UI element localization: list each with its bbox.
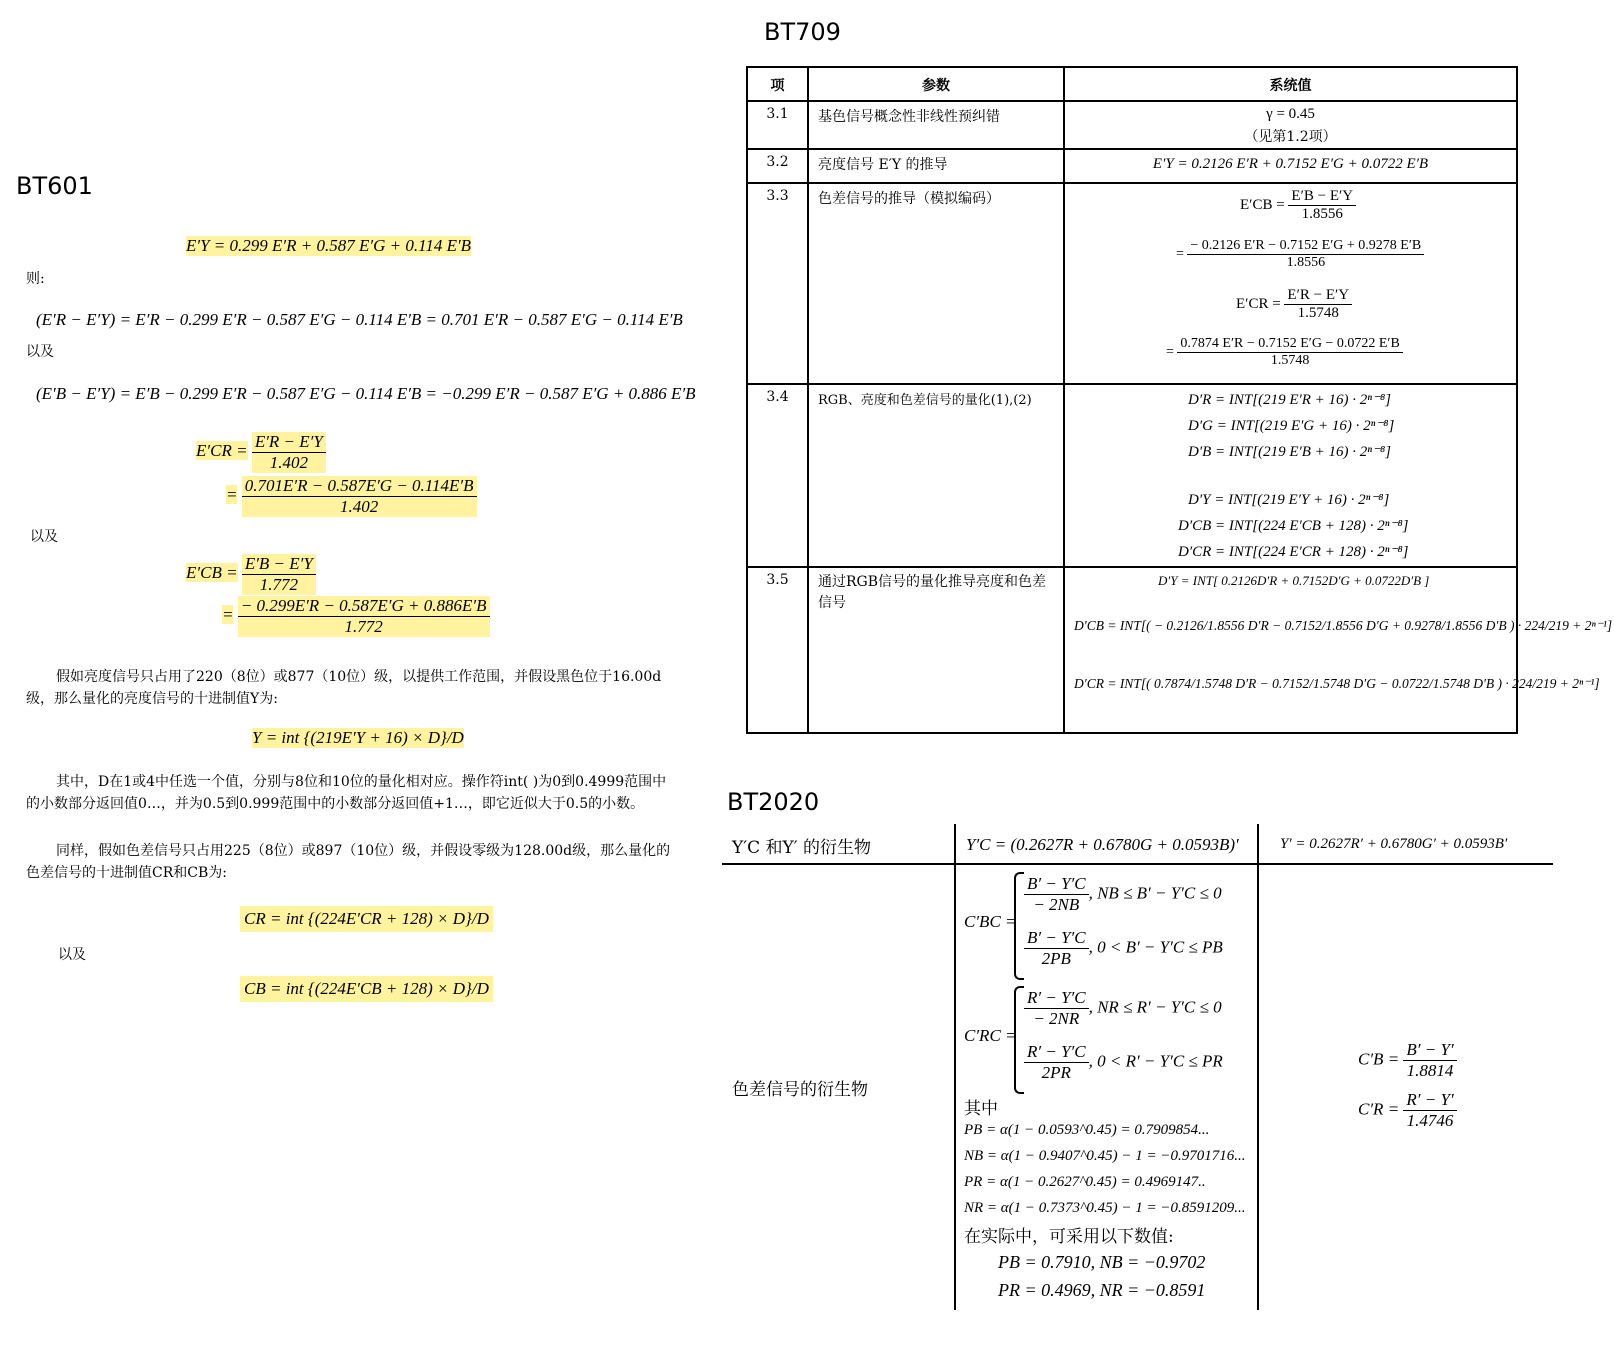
crc-case2-condition: 0 < R′ − Y′C ≤ PR	[1097, 1051, 1223, 1071]
practice-note: 在实际中，可采用以下数值:	[964, 1227, 1174, 1247]
quant-dcb: D′CB = INT[(224 E′CB + 128) · 2ⁿ⁻⁸]	[1178, 518, 1409, 534]
ecr-fraction	[252, 432, 326, 473]
crc-case1-numerator: R′ − Y′C	[1024, 988, 1089, 1009]
and-label-1: 以及	[26, 344, 54, 360]
dcb-from-rgb: D′CB = INT[( − 0.2126/1.8556 D′R − 0.7152/1.8556 D′G + 0.9278/1.8556 D′B ) · 224/219 + 2ⁿ⁻¹]	[1074, 618, 1613, 633]
ecr-expanded: = $\frac{0.7874 E'R - 0.7152 E'G - 0.0722 E'B}{1.5748}$	[1166, 336, 1403, 369]
cb-denominator: 1.8814	[1406, 1061, 1454, 1080]
bt2020-yc-equation: Y′C = (0.2627R + 0.6780G + 0.0593B)′	[966, 835, 1239, 854]
ecr-expanded-denominator: 1.5748	[1270, 353, 1310, 368]
paragraph-int-operator: 其中，D在1或4中任选一个值，分别与8位和10位的量化相对应。操作符int( )为0到0.4999范围中的小数部分返回值0…，并为0.5到0.999范围中的小数部分返回值+1…，即它近似大于0.5的小数。	[26, 774, 667, 812]
crc-case1-denominator: − 2NR	[1033, 1009, 1080, 1028]
bt709-title: BT709	[764, 18, 841, 46]
ecr-expanded-denominator: 1.402	[340, 497, 379, 516]
ecr-lhs: E′CR =	[1236, 295, 1281, 312]
crc-lhs: C′RC =	[964, 1026, 1017, 1045]
pr-definition: PR = α(1 − 0.2627^0.45) = 0.4969147..	[964, 1174, 1206, 1190]
row-item: 3.2	[766, 154, 789, 170]
cbc-case1-denominator: − 2NB	[1033, 895, 1080, 914]
row-item: 3.5	[766, 572, 789, 588]
then-label: 则:	[26, 271, 45, 287]
cb-numerator: B′ − Y′	[1403, 1040, 1456, 1061]
bt601-luma-equation: E′Y = 0.299 E′R + 0.587 E′G + 0.114 E′B	[186, 236, 472, 255]
paragraph-chroma-quantization: 同样，假如色差信号只占用225（8位）或897（10位）级，并假设零级为128.00d级，那么量化的色差信号的十进制值CR和CB为:	[26, 843, 671, 881]
cbc-case-1: $\frac{B' - Y'C}{- 2NB}$ , NB ≤ B′ − Y′C ≤ 0	[1024, 874, 1222, 915]
ecb-definition	[1240, 188, 1356, 223]
bt601-ecr-formula	[196, 432, 326, 473]
bt2020-row2-label: 色差信号的衍生物	[732, 1080, 868, 1100]
gamma-note: （见第1.2项）	[1244, 129, 1337, 145]
bt601-r-minus-y-equation: (E′R − E′Y) = E′R − 0.299 E′R − 0.587 E′G − 0.114 E′B = 0.701 E′R − 0.587 E′G − 0.114 E′B	[36, 310, 683, 329]
nb-definition: NB = α(1 − 0.9407^0.45) − 1 = −0.9701716...	[964, 1148, 1246, 1164]
cr-denominator: 1.4746	[1406, 1111, 1454, 1130]
ecr-expanded-numerator: 0.701E′R − 0.587E′G − 0.114E′B	[242, 476, 477, 497]
row-parameter: 色差信号的推导（模拟编码）	[818, 191, 1000, 207]
cb-equation	[1358, 1040, 1457, 1081]
cbc-case-2: $\frac{B' - Y'C}{2PB}$ , 0 < B′ − Y′C ≤ PB	[1024, 928, 1223, 969]
header-parameter: 参数	[922, 78, 950, 94]
row-item: 3.3	[766, 188, 789, 204]
ecr-numerator: E′R − E′Y	[252, 432, 326, 453]
ecb-expanded-numerator: − 0.2126 E′R − 0.7152 E′G + 0.9278 E′B	[1187, 238, 1424, 255]
practical-values-r: PR = 0.4969, NR = −0.8591	[998, 1280, 1206, 1300]
ecr-expanded-fraction	[242, 476, 477, 517]
cbc-case2-condition: 0 < B′ − Y′C ≤ PB	[1097, 937, 1223, 957]
cr-numerator: R′ − Y′	[1403, 1090, 1456, 1111]
row-parameter: 通过RGB信号的量化推导亮度和色差信号	[818, 574, 1047, 611]
cbc-case1-numerator: B′ − Y′C	[1024, 874, 1089, 895]
quant-dy: D′Y = INT[(219 E′Y + 16) · 2ⁿ⁻⁸]	[1188, 492, 1390, 508]
row-parameter: 基色信号概念性非线性预纠错	[818, 109, 1000, 125]
bt601-ecr-expanded: = $\frac{0.701E'R - 0.587E'G - 0.114E'B}{1.402}$	[226, 476, 477, 517]
luma-equation: E′Y = 0.2126 E′R + 0.7152 E′G + 0.0722 E′B	[1152, 156, 1429, 172]
header-system-value: 系统值	[1269, 78, 1312, 94]
ecb-numerator: E′B − E′Y	[1288, 188, 1356, 206]
ecb-expanded: = $\frac{- 0.2126 E'R - 0.7152 E'G + 0.9278 E'B}{1.8556}$	[1176, 238, 1424, 271]
crc-case1-condition: NR ≤ R′ − Y′C ≤ 0	[1097, 997, 1222, 1017]
nr-definition: NR = α(1 − 0.7373^0.45) − 1 = −0.8591209...	[964, 1200, 1246, 1216]
cbc-case2-numerator: B′ − Y′C	[1024, 928, 1089, 949]
row-parameter: 亮度信号 E′Y 的推导	[818, 157, 948, 173]
quant-db: D′B = INT[(219 E′B + 16) · 2ⁿ⁻⁸]	[1188, 444, 1391, 460]
bt601-cr-quantization-equation: CR = int {(224E′CR + 128) × D}/D	[240, 906, 493, 932]
practical-values-b: PB = 0.7910, NB = −0.9702	[998, 1252, 1206, 1272]
cbc-case1-condition: NB ≤ B′ − Y′C ≤ 0	[1097, 883, 1222, 903]
crc-case2-numerator: R′ − Y′C	[1024, 1042, 1089, 1063]
ecb-expanded-denominator: 1.8556	[1286, 255, 1326, 270]
where-label: 其中	[964, 1099, 998, 1119]
ecb-lhs: E′CB =	[186, 563, 238, 583]
row-item: 3.4	[766, 389, 789, 405]
ecr-expanded-numerator: 0.7874 E′R − 0.7152 E′G − 0.0722 E′B	[1177, 336, 1402, 353]
bt2020-title: BT2020	[727, 788, 820, 816]
bt2020-y-equation: Y′ = 0.2627R′ + 0.6780G′ + 0.0593B′	[1280, 836, 1508, 852]
ecr-denominator: 1.402	[269, 453, 308, 472]
ecr-lhs: E′CR =	[196, 441, 248, 461]
header-item: 项	[770, 78, 785, 94]
dy-from-rgb: D′Y = INT[ 0.2126D′R + 0.7152D′G + 0.0722D′B ]	[1158, 573, 1430, 588]
bt2020-row-divider	[722, 863, 1553, 865]
gamma-value: γ = 0.45	[1266, 106, 1315, 122]
crc-case-2: $\frac{R' - Y'C}{2PR}$ , 0 < R′ − Y′C ≤ PR	[1024, 1042, 1223, 1083]
ecb-fraction	[242, 554, 316, 595]
pb-definition: PB = α(1 − 0.0593^0.45) = 0.7909854...	[964, 1122, 1210, 1138]
ecr-denominator: 1.5748	[1297, 305, 1339, 321]
ecb-expanded-numerator: − 0.299E′R − 0.587E′G + 0.886E′B	[238, 596, 490, 617]
ecb-denominator: 1.772	[259, 575, 298, 594]
cr-lhs: C′R =	[1358, 1099, 1400, 1119]
bt601-cb-quantization-equation: CB = int {(224E′CB + 128) × D}/D	[240, 976, 493, 1002]
cbc-brace	[1014, 872, 1024, 980]
cbc-case2-denominator: 2PB	[1041, 949, 1071, 968]
cbc-lhs: C′BC =	[964, 912, 1017, 931]
ecr-definition	[1236, 287, 1352, 322]
ecb-expanded-fraction	[238, 596, 490, 637]
row-parameter: RGB、亮度和色差信号的量化(1),(2)	[818, 393, 1032, 408]
bt709-table	[746, 66, 1613, 734]
quant-dr: D′R = INT[(219 E′R + 16) · 2ⁿ⁻⁸]	[1188, 392, 1391, 408]
ecb-denominator: 1.8556	[1301, 206, 1343, 222]
crc-brace	[1014, 986, 1024, 1094]
bt2020-divider-2	[1257, 824, 1259, 1310]
bt2020-divider-1	[954, 824, 956, 1310]
and-label-3: 以及	[58, 947, 86, 963]
and-label-2: 以及	[30, 529, 58, 545]
bt601-y-quantization-equation: Y = int {(219E′Y + 16) × D}/D	[252, 728, 464, 747]
bt2020-row1-label: Y′C 和Y′ 的衍生物	[732, 838, 871, 858]
cr-equation	[1358, 1090, 1457, 1131]
ecr-numerator: E′R − E′Y	[1284, 287, 1352, 305]
ecb-numerator: E′B − E′Y	[242, 554, 316, 575]
bt601-ecb-expanded: = $\frac{- 0.299E'R - 0.587E'G + 0.886E'B}{1.772}$	[222, 596, 490, 637]
cb-lhs: C′B =	[1358, 1049, 1400, 1069]
bt2020-table	[722, 823, 1553, 825]
ecb-expanded-denominator: 1.772	[344, 617, 383, 636]
ecb-lhs: E′CB =	[1240, 196, 1285, 213]
crc-case-1: $\frac{R' - Y'C}{- 2NR}$ , NR ≤ R′ − Y′C ≤ 0	[1024, 988, 1222, 1029]
bt601-title: BT601	[16, 172, 93, 200]
bt601-ecb-formula	[186, 554, 316, 595]
quant-dcr: D′CR = INT[(224 E′CR + 128) · 2ⁿ⁻⁸]	[1178, 544, 1409, 560]
paragraph-luma-quantization: 假如亮度信号只占用了220（8位）或877（10位）级，以提供工作范围，并假设黑色位于16.00d级，那么量化的亮度信号的十进制值Y为:	[26, 669, 662, 707]
quant-dg: D′G = INT[(219 E′G + 16) · 2ⁿ⁻⁸]	[1188, 418, 1395, 434]
bt601-b-minus-y-equation: (E′B − E′Y) = E′B − 0.299 E′R − 0.587 E′G − 0.114 E′B = −0.299 E′R − 0.587 E′G + 0.886 E′B	[36, 384, 696, 403]
row-item: 3.1	[766, 106, 789, 122]
crc-case2-denominator: 2PR	[1041, 1063, 1071, 1082]
dcr-from-rgb: D′CR = INT[( 0.7874/1.5748 D′R − 0.7152/1.5748 D′G − 0.0722/1.5748 D′B ) · 224/219 + 2ⁿ⁻¹]	[1074, 676, 1600, 691]
